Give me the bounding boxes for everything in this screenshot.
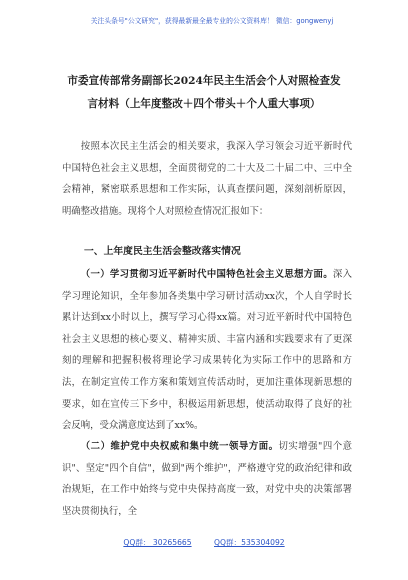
footer-qq-group-1[interactable]: QQ群： 30265665	[123, 538, 192, 547]
item2-heading: （二）维护党中央权威和集中统一领导方面。	[80, 441, 279, 452]
document-title-line2: 言材料（上年度整改＋四个带头＋个人重大事项）	[87, 98, 321, 110]
item1-heading: （一）学习贯彻习近平新时代中国特色社会主义思想方面。	[80, 269, 333, 280]
footer-contacts	[0, 537, 408, 548]
footer-qq-group-2[interactable]: QQ群：535304092	[214, 538, 285, 547]
item2-body: 切实增强"四个意识"、坚定"四个自信"，做到"两个维护"，严格遵守党的政治纪律和政治规矩，在工作中始终与党中央保持高度一致，对党中央的决策部署坚决贯彻执行，全	[62, 441, 352, 517]
item1-paragraph	[62, 264, 352, 437]
document-title-line1: 市委宣传部常务副部长2024年民主生活会个人对照检查发	[67, 75, 341, 87]
intro-paragraph	[62, 136, 352, 222]
section-heading-1: 一、上年度民主生活会整改落实情况	[84, 246, 241, 257]
promo-banner: 关注头条号"公文研究"，获得最新最全最专业的公文资料库！ 微信：gongwenyj	[90, 17, 334, 25]
item1-body: 深入学习理论知识，全年参加各类集中学习研讨活动xx次，个人自学时长累计达到xx小时以上，撰写学习心得xx篇。对习近平新时代中国特色社会主义思想的核心要义、精神实质、丰富内涵和实践要求有了更深刻的理解和把握积极将理论学习成果转化为实际工作中的思路和方法，在制定宣传工作方案和策划宣传活动时，更加注重体现新思想的要求，如在宣传三下乡中，积极运用新思想，使活动取得了良好的社会反响，受众满意度达到了xx%。	[62, 269, 352, 432]
intro-text: 按照本次民主生活会的相关要求，我深入学习领会习近平新时代中国特色社会主义思想，全面贯彻党的二十大及二十届二中、三中全会精神，紧密联系思想和工作实际，认真查摆问题，深刻剖析原因，明确整改措施。现将个人对照检查情况汇报如下：	[62, 141, 352, 217]
item2-paragraph	[62, 436, 352, 522]
